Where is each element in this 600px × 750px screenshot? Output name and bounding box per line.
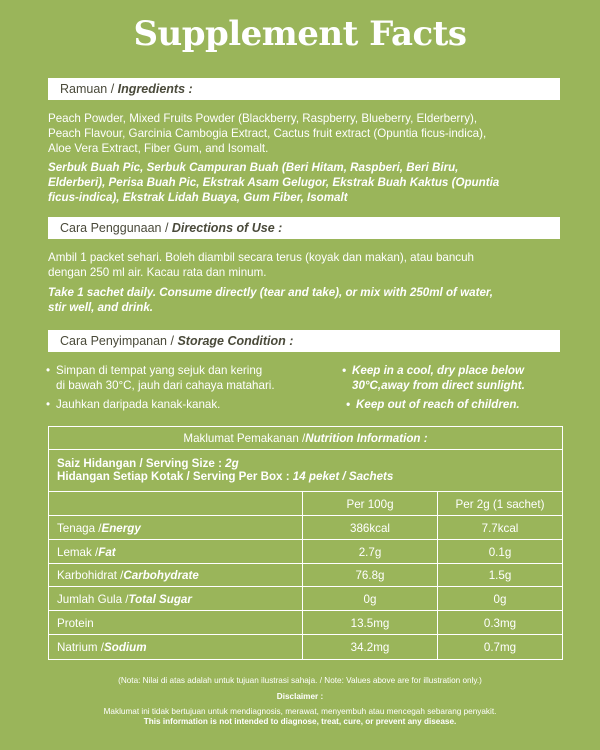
nutrition-title-en: Nutrition Information :	[305, 431, 428, 445]
col-header-per-2g: Per 2g (1 sachet)	[455, 497, 545, 511]
directions-line: stir well, and drink.	[48, 301, 154, 314]
ingredients-text-en	[48, 111, 563, 156]
storage-header-en: Storage Condition :	[177, 334, 294, 348]
serving-size-label: Saiz Hidangan / Serving Size :	[57, 457, 226, 470]
ingredients-header-en: Ingredients :	[117, 82, 193, 96]
nutrient-name	[57, 587, 302, 611]
storage-header	[48, 330, 560, 352]
ingredients-line: Serbuk Buah Pic, Serbuk Campuran Buah (Beri Hitam, Raspberi, Beri Biru,	[48, 161, 459, 174]
ingredients-text-ms	[48, 160, 563, 205]
ingredients-line: ficus-indica), Ekstrak Lidah Buaya, Gum Fiber, Isomalt	[48, 191, 348, 204]
nutrient-name-en: Energy	[101, 521, 141, 535]
directions-line: dengan 250 ml air. Kacau rata dan minum.	[48, 266, 267, 279]
nutrition-row	[49, 610, 562, 635]
nutrient-per-2g: 0g	[493, 592, 507, 606]
bullet-icon: •	[342, 364, 347, 377]
nutrition-row	[49, 539, 562, 564]
storage-item-ms-1: • Simpan di tempat yang sejuk dan kering di bawah 30°C, jauh dari cahaya matahari.	[46, 364, 275, 392]
nutrient-name-ms: Jumlah Gula /	[57, 592, 129, 606]
nutrient-name	[57, 611, 302, 635]
storage-item-en-1: • Keep in a cool, dry place below 30°C,away from direct sunlight.	[342, 364, 525, 392]
nutrient-name	[57, 564, 302, 587]
nutrient-name	[57, 516, 302, 540]
nutrient-name	[57, 635, 302, 660]
nutrient-name-en: Total Sugar	[128, 592, 192, 606]
nutrient-name-ms: Lemak /	[57, 545, 99, 559]
directions-header	[48, 217, 560, 239]
nutrient-per-2g: 0.7mg	[483, 641, 517, 654]
disclaimer-text-en: This information is not intended to diagnose, treat, cure, or prevent any disease.	[143, 717, 457, 726]
nutrient-name-ms: Natrium /	[57, 641, 105, 654]
page-title: Supplement Facts	[133, 14, 467, 54]
nutrient-name-ms: Tenaga /	[57, 521, 102, 535]
nutrient-name-ms: Protein	[57, 616, 94, 630]
nutrient-name-en: Fat	[98, 545, 116, 559]
ingredients-line: Elderberi), Perisa Buah Pic, Ekstrak Asam Gelugor, Ekstrak Buah Kaktus (Opuntia	[48, 176, 500, 189]
nutrient-per-100g: 2.7g	[358, 545, 382, 559]
disclaimer-title: Disclaimer :	[276, 692, 324, 701]
nutrient-per-100g: 34.2mg	[350, 641, 390, 654]
nutrition-column-header	[49, 491, 562, 516]
nutrient-per-2g: 0.3mg	[483, 616, 517, 630]
nutrition-row	[49, 515, 562, 540]
nutrition-row	[49, 563, 562, 587]
disclaimer-text-ms: Maklumat ini tidak bertujuan untuk mendiagnosis, merawat, menyembuh atau mencegah sebarang penyakit.	[103, 707, 497, 716]
nutrition-row	[49, 634, 562, 660]
bullet-icon: •	[46, 398, 51, 411]
serving-info	[49, 449, 562, 492]
ingredients-line: Peach Powder, Mixed Fruits Powder (Blackberry, Raspberry, Blueberry, Elderberry),	[48, 112, 478, 125]
nutrient-per-100g: 13.5mg	[350, 616, 390, 630]
col-header-per-100g: Per 100g	[346, 497, 394, 511]
illustration-note: (Nota: Nilai di atas adalah untuk tujuan ilustrasi sahaja. / Note: Values above are for illustration only.)	[118, 676, 482, 685]
nutrition-title-row	[49, 427, 562, 449]
nutrient-per-2g: 1.5g	[488, 569, 512, 582]
directions-line: Take 1 sachet daily. Consume directly (tear and take), or mix with 250ml of water,	[48, 286, 494, 299]
nutrient-name-en: Carbohydrate	[123, 569, 199, 582]
nutrient-name	[57, 540, 302, 564]
directions-text-en	[48, 285, 563, 315]
servings-label: Hidangan Setiap Kotak / Serving Per Box :	[57, 470, 293, 483]
nutrient-name-ms: Karbohidrat /	[57, 569, 124, 582]
storage-item-en-2: • Keep out of reach of children.	[346, 398, 520, 411]
storage-item-ms-2: • Jauhkan daripada kanak-kanak.	[46, 398, 221, 411]
serving-size-value: 2g	[225, 457, 239, 470]
bullet-icon: •	[46, 364, 51, 377]
servings-value: 14 peket / Sachets	[292, 470, 394, 483]
bullet-icon: •	[346, 398, 351, 411]
nutrient-per-100g: 386kcal	[350, 521, 390, 535]
directions-line: Ambil 1 packet sehari. Boleh diambil secara terus (koyak dan makan), atau bancuh	[48, 251, 474, 264]
storage-header-ms: Cara Penyimpanan /	[60, 334, 178, 348]
ingredients-line: Peach Flavour, Garcinia Cambogia Extract, Cactus fruit extract (Opuntia ficus-indica),	[48, 127, 487, 140]
nutrition-title-ms: Maklumat Pemakanan /	[183, 431, 306, 445]
ingredients-header	[48, 78, 560, 100]
nutrient-per-100g: 76.8g	[355, 569, 385, 582]
nutrient-per-2g: 0.1g	[488, 545, 512, 559]
ingredients-header-ms: Ramuan /	[60, 82, 118, 96]
nutrient-per-100g: 0g	[363, 592, 377, 606]
directions-header-ms: Cara Penggunaan /	[60, 221, 172, 235]
nutrient-per-2g: 7.7kcal	[481, 521, 519, 535]
ingredients-line: Aloe Vera Extract, Fiber Gum, and Isomalt.	[48, 142, 269, 155]
nutrition-table	[48, 426, 563, 660]
nutrient-name-en: Sodium	[104, 641, 147, 654]
nutrition-row	[49, 586, 562, 611]
directions-text-ms	[48, 250, 563, 280]
directions-header-en: Directions of Use :	[171, 221, 283, 235]
